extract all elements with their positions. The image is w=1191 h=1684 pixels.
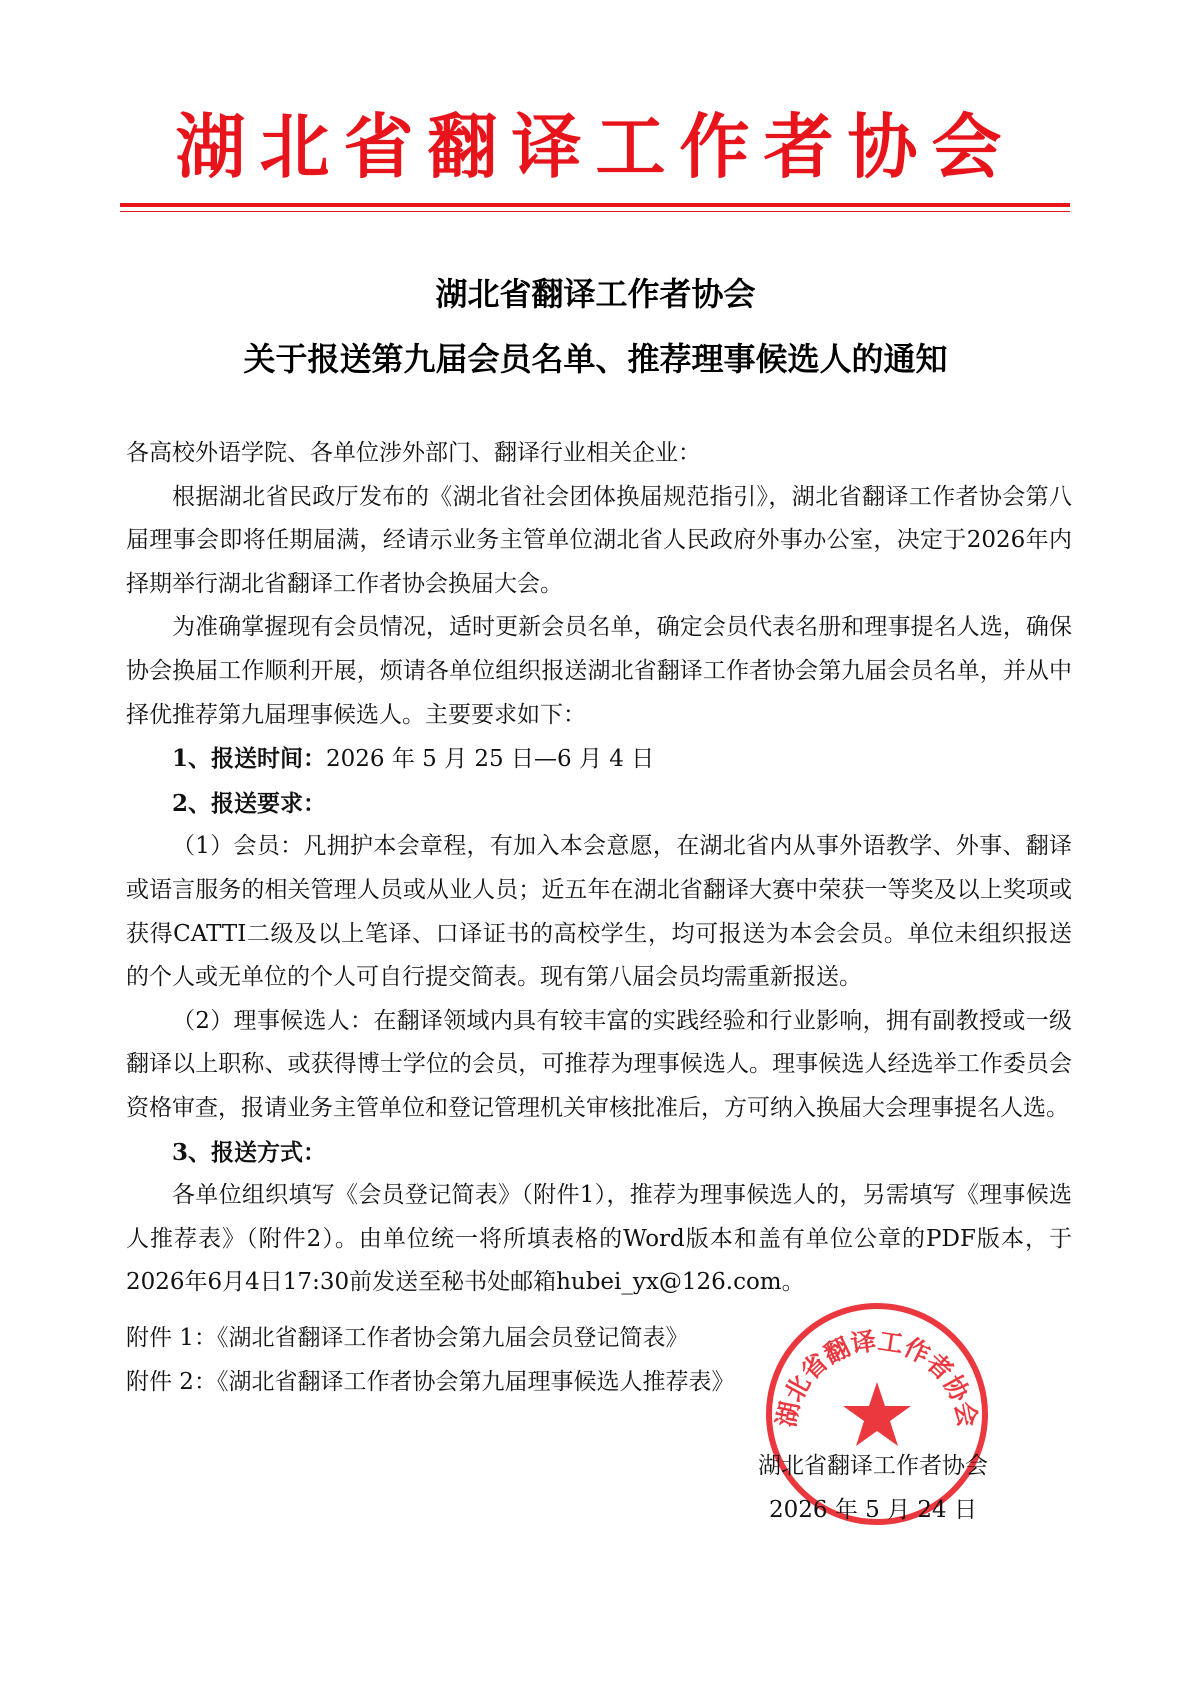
letterhead-banner: 湖北省翻译工作者协会: [175, 106, 1016, 188]
attachment-item-1: 附件 1：《湖北省翻译工作者协会第九届会员登记简表》: [126, 1325, 689, 1351]
signature-date: 2026 年 5 月 24 日: [769, 1496, 977, 1523]
document-title-line2: 关于报送第九届会员名单、推荐理事候选人的通知: [243, 340, 948, 378]
submission-time-value: 2026 年 5 月 25 日—6 月 4 日: [326, 746, 655, 773]
paragraph-purpose: 为准确掌握现有会员情况，适时更新会员名单，确定会员代表名册和理事提名人选，确保协会换届工作顺利开展，烦请各单位组织报送湖北省翻译工作者协会第九届会员名单，并从中择优推荐第九届理事候选人。主要要求如下：: [126, 614, 1072, 728]
requirement-members: （1）会员：凡拥护本会章程，有加入本会意愿，在湖北省内从事外语教学、外事、翻译或语言服务的相关管理人员或从业人员；近五年在湖北省翻译大赛中荣获一等奖及以上奖项或获得CATTI二级及以上笔译、口译证书的高校学生，均可报送为本会会员。单位未组织报送的个人或无单位的个人可自行提交简表。现有第八届会员均需重新报送。: [126, 833, 1072, 991]
submission-method-text: 各单位组织填写《会员登记简表》（附件1），推荐为理事候选人的，另需填写《理事候选人推荐表》（附件2）。由单位统一将所填表格的Word版本和盖有单位公章的PDF版本，于2026年6月4日17:30前发送至秘书处邮箱hubei_yx@126.com。: [126, 1182, 1072, 1296]
letterhead-rule-thick: [120, 203, 1070, 207]
salutation: 各高校外语学院、各单位涉外部门、翻译行业相关企业：: [126, 440, 701, 466]
seal-text: 湖北省翻译工作者协会: [771, 1326, 983, 1430]
signature-org: 湖北省翻译工作者协会: [758, 1453, 988, 1479]
attachments-list: [126, 1317, 734, 1404]
section-heading-method: 3、报送方式：: [172, 1138, 327, 1166]
seal-star-icon: [843, 1382, 911, 1446]
section-heading-time: 1、报送时间：: [172, 745, 327, 773]
attachment-item-2: 附件 2：《湖北省翻译工作者协会第九届理事候选人推荐表》: [126, 1368, 735, 1395]
requirement-director-candidates: （2）理事候选人：在翻译领域内具有较丰富的实践经验和行业影响，拥有副教授或一级翻译以上职称、或获得博士学位的会员，可推荐为理事候选人。理事候选人经选举工作委员会资格审查，报请业务主管单位和登记管理机关审核批准后，方可纳入换届大会理事提名人选。: [126, 1007, 1072, 1121]
paragraph-background: 根据湖北省民政厅发布的《湖北省社会团体换届规范指引》，湖北省翻译工作者协会第八届理事会即将任期届满，经请示业务主管单位湖北省人民政府外事办公室，决定于2026年内择期举行湖北省翻译工作者协会换届大会。: [126, 483, 1072, 597]
document-body: [126, 432, 1072, 1305]
letterhead-rule-thin: [120, 211, 1070, 212]
section-submission-time: [126, 737, 1072, 782]
section-heading-requirements: 2、报送要求：: [172, 789, 327, 817]
signature-block: [758, 1445, 988, 1532]
document-title-line1: 湖北省翻译工作者协会: [435, 275, 756, 313]
